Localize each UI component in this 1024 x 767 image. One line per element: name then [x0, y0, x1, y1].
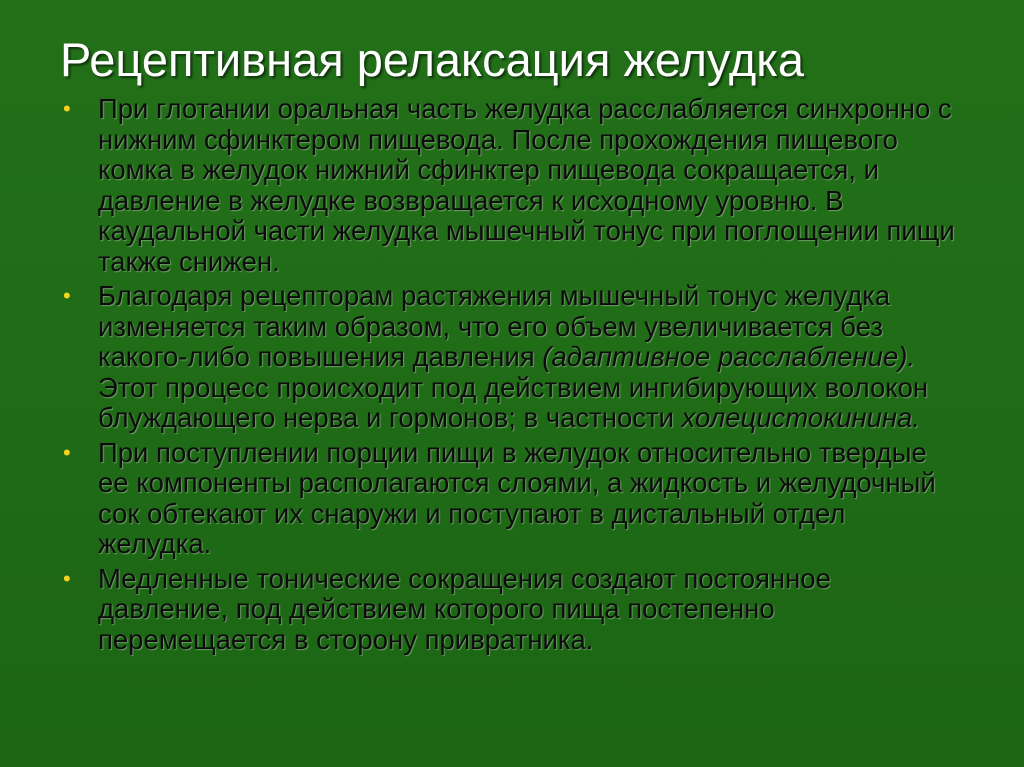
bullet-item: [58, 438, 958, 560]
italic-term: (адаптивное расслабление).: [542, 341, 916, 372]
bullet-text-segment: Благодаря рецепторам растяжения мышечный тонус желудка изменяется таким образом, что его объем увеличивается без какого-либо повышения давления: [98, 280, 891, 372]
bullet-item: [58, 281, 958, 434]
slide-title: Рецептивная релаксация желудка: [60, 33, 804, 86]
italic-term: холецистокинина.: [681, 402, 920, 433]
bullet-dot-icon: •: [63, 439, 71, 465]
bullet-item: [58, 564, 958, 656]
bullet-text: При поступлении порции пищи в желудок относительно твердые ее компоненты располагаются слоями, а жидкость и желудочный сок обтекают их снаружи и поступают в дистальный отдел желудка.: [98, 436, 936, 559]
bullet-text-segment: Этот процесс происходит под действием ингибирующих волокон блуждающего нерва и гормонов; в частности: [98, 371, 929, 433]
bullet-text: [98, 281, 958, 434]
bullet-dot-icon: •: [63, 565, 71, 591]
bullet-dot-icon: •: [63, 283, 71, 308]
bullet-item: [58, 94, 958, 277]
bullet-dot-icon: •: [63, 96, 71, 121]
bullet-list: [58, 94, 958, 659]
bullet-text: Медленные тонические сокращения создают постоянное давление, под действием которого пища постепенно перемещается в сторону привратника.: [98, 562, 831, 655]
bullet-text: При глотании оральная часть желудка расслабляется синхронно с нижним сфинктером пищевода. После прохождения пищевого комка в желудок нижний сфинктер пищевода сокращается, и давление в желудке возвращается к исходному уровню. В каудальной части желудка мышечный тонус при поглощении пищи также снижен.: [98, 93, 955, 277]
